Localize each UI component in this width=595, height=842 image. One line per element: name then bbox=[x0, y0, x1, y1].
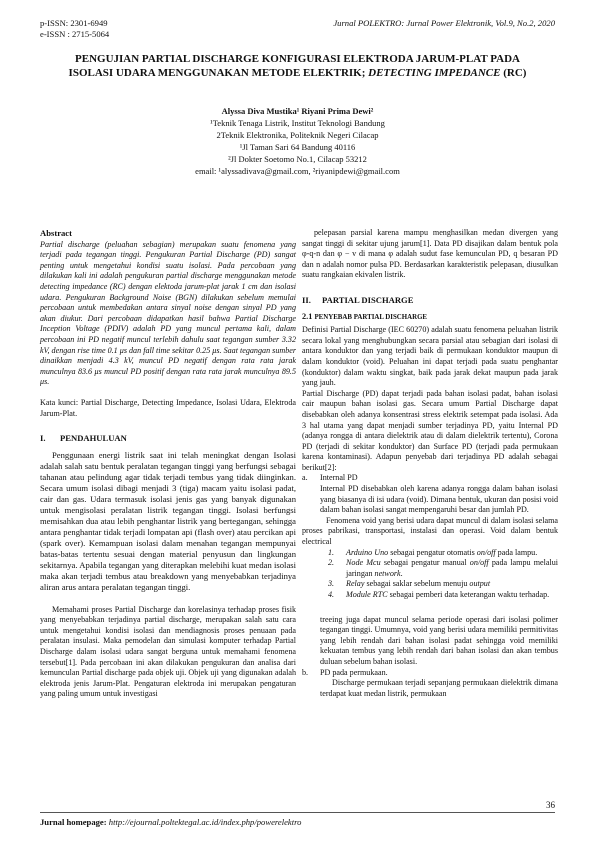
intro-continuation: pelepasan parsial karena mampu menghasilkan medan divergen yang sangat tinggi di sekitar ujung jarum[1]. Data PD disajikan dalam bentuk pola φ-q-n dan φ − v di mana φ adalah sudut fase kemunculan PD, q besaran PD dan n adalah nomor pulsa PD. Berdasarkan karakteristik pelepasan, diusulkan suatu rangkaian ekivalen listrik. bbox=[302, 228, 558, 280]
subsection-2-1-heading: 2.1 PENYEBAB PARTIAL DISCHARGE bbox=[302, 311, 428, 321]
list-item-number: 4. bbox=[328, 590, 335, 599]
list-item-term: Node Mcu bbox=[346, 558, 381, 568]
section-2-paragraph-2: Partial Discharge (PD) dapat terjadi pada bahan isolasi padat, bahan isolasi cair maupun bahan isolasi gas. Secara umum Partial Discharge dapat disebabkan oleh adanya konsentrasi stress elektrik setempat pada isolasi. Ada 3 hal utama yang dapat menjadi sumber terjadinya PD, yaitu Internal PD (adanya rongga di antara dielektrik atau di dalam dielektrik tertentu), Corona PD (terjadi di sekitar konduktor) dan Surface PD (terjadi pada permukaan karena kontaminasi). Adapun penyebab dari terjadinya PD adalah sebagai berikut[2]: bbox=[302, 388, 558, 472]
list-item-desc: . bbox=[400, 568, 403, 578]
footer-label: Jurnal homepage: bbox=[40, 817, 107, 827]
item-a-body bbox=[302, 484, 558, 548]
list-item bbox=[328, 579, 558, 590]
list-item-text bbox=[346, 558, 558, 579]
left-column bbox=[40, 228, 296, 700]
list-item-desc: sebagai saklar sebelum menuju bbox=[364, 579, 470, 589]
author-block bbox=[40, 105, 555, 177]
list-item bbox=[328, 548, 558, 559]
title-line-2: ISOLASI UDARA MENGGUNAKAN METODE ELEKTRIK; DETECTING IMPEDANCE (RC) bbox=[68, 67, 527, 79]
address-1: ¹Jl Taman Sari 64 Bandung 40116 bbox=[239, 142, 356, 152]
list-item-desc: pada lampu melalui jaringan bbox=[346, 558, 558, 578]
section-1-heading: I. PENDAHULUAN bbox=[40, 433, 127, 444]
list-item-desc: sebagai pengatur manual bbox=[380, 558, 470, 568]
affiliation-2: 2Teknik Elektronika, Politeknik Negeri Cilacap bbox=[216, 130, 379, 140]
section-1-paragraph-2: Memahami proses Partial Discharge dan korelasinya terhadap proses fisik yang menyebabkan terjadinya partial discharge, merupakan salah satu cara untuk mengetahui kondisi isolasi dan mendiagnosis proses penuaan pada peralatan insulasi. Maka pemodelan dan simulasi komputer terhadap Partial Discharge dalam isolasi udara sangat berguna untuk memahami fenomena tersebut[1]. Pada percobaan ini akan dilakukan pengukuran dan analisa dari kemunculan Partial discharge pada objek uji. Objek uji yang digunakan adalah elektroda jenis Jarum-Plat. Pengaturan elektroda ini merupakan pengaturan yang paling umum untuk investigasi bbox=[40, 604, 296, 699]
list-item-term: on/off bbox=[476, 547, 496, 557]
paper-title bbox=[40, 52, 555, 80]
list-item-term: Relay bbox=[346, 579, 365, 589]
list-item-term: output bbox=[469, 579, 491, 589]
list-item-number: 2. bbox=[328, 558, 335, 568]
item-a-paragraph-2: Fenomena void yang berisi udara dapat muncul di dalam isolasi selama proses pabrikasi, transportasi, instalasi dan operasi. Void dalam bentuk electrical bbox=[302, 515, 558, 547]
abstract-heading: Abstract bbox=[40, 228, 72, 238]
page-number: 36 bbox=[546, 800, 555, 810]
list-item-term: on/off bbox=[469, 558, 489, 568]
affiliation-1: ¹Teknik Tenaga Listrik, Institut Teknologi Bandung bbox=[210, 118, 385, 128]
list-item bbox=[328, 558, 558, 579]
list-item-term: Module RTC bbox=[346, 590, 388, 599]
issn-block bbox=[40, 18, 109, 40]
item-a: a. Internal PD bbox=[302, 473, 358, 483]
list-item-term: Arduino Uno bbox=[346, 547, 389, 557]
footer bbox=[40, 817, 301, 827]
journal-homepage-link[interactable]: http://ejournal.poltektegal.ac.id/index.php/powerelektro bbox=[108, 817, 302, 827]
footer-rule bbox=[40, 812, 555, 813]
list-item-desc: sebagai pengatur otomatis bbox=[388, 547, 477, 557]
section-2-paragraph-1: Definisi Partial Discharge (IEC 60270) adalah suatu fenomena peluahan listrik secara lokal yang menghubungkan secara parsial atau sebagian dari isolasi di antara konduktor dan yang terjadi baik di permukaan konduktor maupun di dalam konduktor (void). Peluahan ini dapat terjadi pada suatu penghantar (konduktor) dalam waktu singkat, baik pada jarak dekat maupun pada jarak yang jauh. bbox=[302, 325, 558, 388]
title-line-1: PENGUJIAN PARTIAL DISCHARGE KONFIGURASI ELEKTRODA JARUM-PLAT PADA bbox=[75, 53, 520, 65]
eissn: e-ISSN : 2715-5064 bbox=[40, 29, 110, 39]
address-2: ²Jl Dokter Soetomo No.1, Cilacap 53212 bbox=[228, 154, 367, 164]
item-b: b. PD pada permukaan. bbox=[302, 667, 388, 677]
list-item-term: network bbox=[374, 568, 401, 578]
list-item-number: 3. bbox=[328, 579, 335, 589]
numbered-list bbox=[302, 548, 558, 601]
list-item-text bbox=[346, 548, 558, 559]
list-item-desc: sebagai pemberi data keterangan waktu terhadap. bbox=[387, 590, 550, 599]
item-a-paragraph-1: Internal PD disebabkan oleh karena adanya rongga dalam bahan isolasi yang biasanya di isi udara (void). Dimana bentuk, ukuran dan posisi void dalam bahan isolasi sangat mempengaruhi besar dan jumlah PD. bbox=[320, 484, 558, 515]
keywords: Kata kunci: Partial Discharge, Detecting Impedance, Isolasi Udara, Elektroda Jarum-Plat. bbox=[40, 397, 296, 418]
list-item-number: 1. bbox=[328, 547, 335, 557]
section-2-heading: II. PARTIAL DISCHARGE bbox=[302, 294, 414, 305]
section-1-paragraph-1: Penggunaan energi listrik saat ini telah meningkat dengan Isolasi adalah salah satu bentuk peralatan tegangan tinggi yang berfungsi sebagai tahanan atau pelindung agar tidak terjadi tembus yang tidak diinginkan. Secara umum isolasi dibagi menjadi 3 (tiga) macam yaitu isolasi padat, cair dan gas. Udara termasuk isolasi jenis gas yang banyak digunakan untuk mengisolasi peralatan listrik tegangan tinggi. Isolasi berfungsi memisahkan dua atau lebih penghantar listrik yang bertegangan, sehingga antara penghantar tidak terjadi lompatan api (flash over) atau percikan api (spark over). Kemampuan isolasi dalam menahan tegangan mempunyai batas-batas tertentu sesuai dengan material penyusun dan lingkungan sekitarnya. Apabila tegangan yang diterapkan melebihi kuat medan isolasi maka akan terjadi tembus atau breakdown yang menyebabkan terjadinya aliran arus antara peralatan tegangan tinggi. bbox=[40, 449, 296, 592]
treeing-paragraph: treeing juga dapat muncul selama periode operasi dari isolasi polimer tegangan tinggi. Umumnya, void yang berisi udara memiliki permitivitas yang lebih rendah dari bahan isolasi padat sehingga void memiliki kekuatan tembus yang lebih rendah dari bahan isolasi dan akan tembus duluan sebelum bahan isolasi. bbox=[320, 614, 558, 666]
right-column bbox=[302, 228, 558, 699]
list-item-text bbox=[346, 590, 558, 601]
item-b-paragraph: Discharge permukaan terjadi sepanjang permukaan dielektrik dimana terdapat kuat medan listrik, permukaan bbox=[320, 678, 558, 698]
list-item-text bbox=[346, 579, 558, 590]
list-item-desc: pada lampu. bbox=[495, 547, 538, 557]
author-emails: email: ¹alyssadivava@gmail.com, ²riyanipdewi@gmail.com bbox=[195, 166, 400, 176]
journal-header: Jurnal POLEKTRO: Jurnal Power Elektronik, Vol.9, No.2, 2020 bbox=[333, 18, 555, 28]
list-item bbox=[328, 590, 558, 601]
pissn: p-ISSN: 2301-6949 bbox=[40, 18, 108, 28]
author-names: Alyssa Diva Mustika¹ Riyani Prima Dewi² bbox=[221, 106, 374, 116]
abstract-text: Partial discharge (peluahan sebagian) merupakan suatu fenomena yang terjadi pada tegangan tinggi. Pengukuran Partial Discharge (PD) sangat penting untuk mengetahui kondisi suatu isolasi. Pada percobaan yang dilakukan kali ini adalah pengukuran partial discharge menggunakan metode detecting impedance (RC) dengan elektoda jarum-plat jarak 1 cm dan isolasi udara. Pengukuran Background Noise (BGN) dilakukan sebelum memulai percobaan untuk membedakan antara sinyal noise dengan sinyal PD yang akan diukur. Dari percobaan didapatkan hasil bahwa Partial Discharge Inception Voltage (PDIV) adalah PD yang muncul pertama kali, dalam percobaan ini PD negatif muncul terlebih dahulu saat tegangan sumber 3.32 kV, dengan rise time 0.1 μs dan fall time sekitar 0.25 μs. Saat tegangan sumber dinaikkan menjadi 4.3 kV, muncul PD negatif dengan rata rata jarak munculnya 83.6 μs muncul PD positif dengan rata rata jarak munculnya 89.5 μs. bbox=[40, 239, 296, 387]
